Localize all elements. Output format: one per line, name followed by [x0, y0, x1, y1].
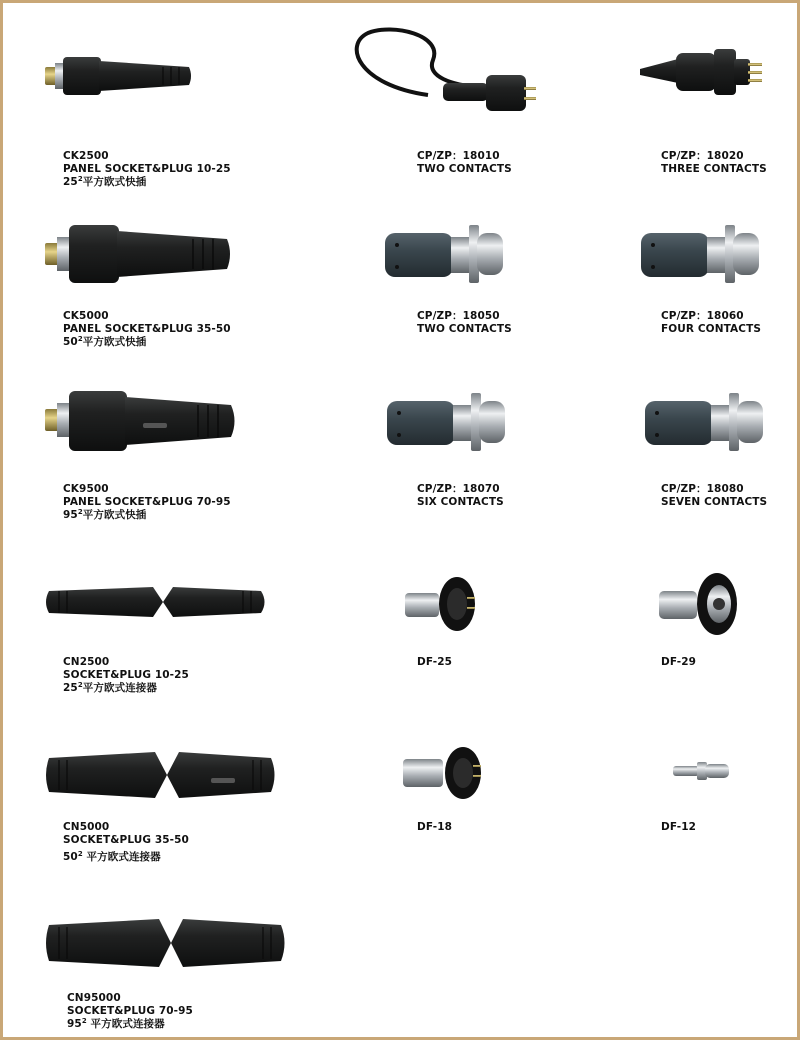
- aviation-connector-icon: [639, 223, 764, 285]
- product-spec-cn: $95^2$平方欧式快插: [63, 508, 147, 521]
- product-spec-cn: $25^2$平方欧式连接器: [63, 681, 157, 694]
- product-spec-cn: $50^2$ 平方欧式连接器: [63, 850, 161, 863]
- product-code: CN2500: [63, 656, 110, 668]
- product-caption: [63, 150, 231, 189]
- product-caption: [417, 483, 504, 509]
- df-connector-icon: [401, 745, 483, 801]
- product-caption: [661, 656, 696, 669]
- product-code: CN5000: [63, 821, 110, 833]
- product-description: PANEL SOCKET&PLUG 10-25: [63, 163, 231, 175]
- product-code: CP/ZP：18080: [661, 483, 744, 495]
- product-caption: [661, 150, 767, 176]
- inline-connector-icon: [43, 581, 268, 623]
- product-code: CP/ZP：18020: [661, 150, 744, 162]
- product-caption: [661, 821, 696, 834]
- product-description: SIX CONTACTS: [417, 496, 504, 508]
- three-contact-connector-icon: [638, 47, 773, 97]
- aviation-connector-icon: [383, 223, 508, 285]
- product-code: CK2500: [63, 150, 109, 162]
- product-description: PANEL SOCKET&PLUG 35-50: [63, 323, 231, 335]
- product-code: CK5000: [63, 310, 109, 322]
- product-caption: [63, 821, 189, 864]
- inline-connector-icon: [43, 915, 288, 971]
- product-code: DF-12: [661, 821, 697, 833]
- product-description: TWO CONTACTS: [417, 323, 512, 335]
- aviation-connector-icon: [385, 391, 510, 453]
- product-caption: [63, 656, 189, 695]
- product-spec-cn: $25^2$平方欧式快插: [63, 175, 147, 188]
- panel-plug-icon: [43, 389, 238, 453]
- df-connector-icon: [657, 571, 739, 637]
- product-description: SOCKET&PLUG 35-50: [63, 834, 189, 846]
- cable-connector-icon: [348, 25, 538, 125]
- product-code: CN95000: [67, 992, 121, 1004]
- product-description: THREE CONTACTS: [661, 163, 767, 175]
- panel-plug-icon: [43, 51, 193, 101]
- product-code: DF-25: [417, 656, 453, 668]
- product-description: FOUR CONTACTS: [661, 323, 761, 335]
- inline-connector-icon: [43, 748, 278, 802]
- product-code: CP/ZP：18010: [417, 150, 500, 162]
- product-caption: [661, 483, 767, 509]
- aviation-connector-icon: [643, 391, 768, 453]
- product-spec-cn: $95^2$ 平方欧式连接器: [67, 1017, 165, 1030]
- product-description: TWO CONTACTS: [417, 163, 512, 175]
- product-caption: [417, 821, 452, 834]
- product-description: SEVEN CONTACTS: [661, 496, 768, 508]
- product-caption: [417, 150, 512, 176]
- panel-plug-icon: [43, 221, 233, 287]
- product-description: SOCKET&PLUG 70-95: [67, 1005, 193, 1017]
- product-caption: [417, 310, 512, 336]
- product-description: PANEL SOCKET&PLUG 70-95: [63, 496, 231, 508]
- product-code: CP/ZP：18060: [661, 310, 744, 322]
- product-spec-cn: $50^2$平方欧式快插: [63, 335, 147, 348]
- df-connector-icon: [403, 575, 478, 633]
- product-code: CP/ZP：18070: [417, 483, 500, 495]
- product-caption: [63, 310, 231, 349]
- product-code: CP/ZP：18050: [417, 310, 500, 322]
- product-caption: [67, 992, 193, 1031]
- product-caption: [417, 656, 452, 669]
- product-code: DF-29: [661, 656, 697, 668]
- product-description: SOCKET&PLUG 10-25: [63, 669, 189, 681]
- small-df-connector-icon: [671, 759, 733, 783]
- product-code: CK9500: [63, 483, 109, 495]
- product-code: DF-18: [417, 821, 453, 833]
- product-caption: [63, 483, 231, 522]
- product-caption: [661, 310, 761, 336]
